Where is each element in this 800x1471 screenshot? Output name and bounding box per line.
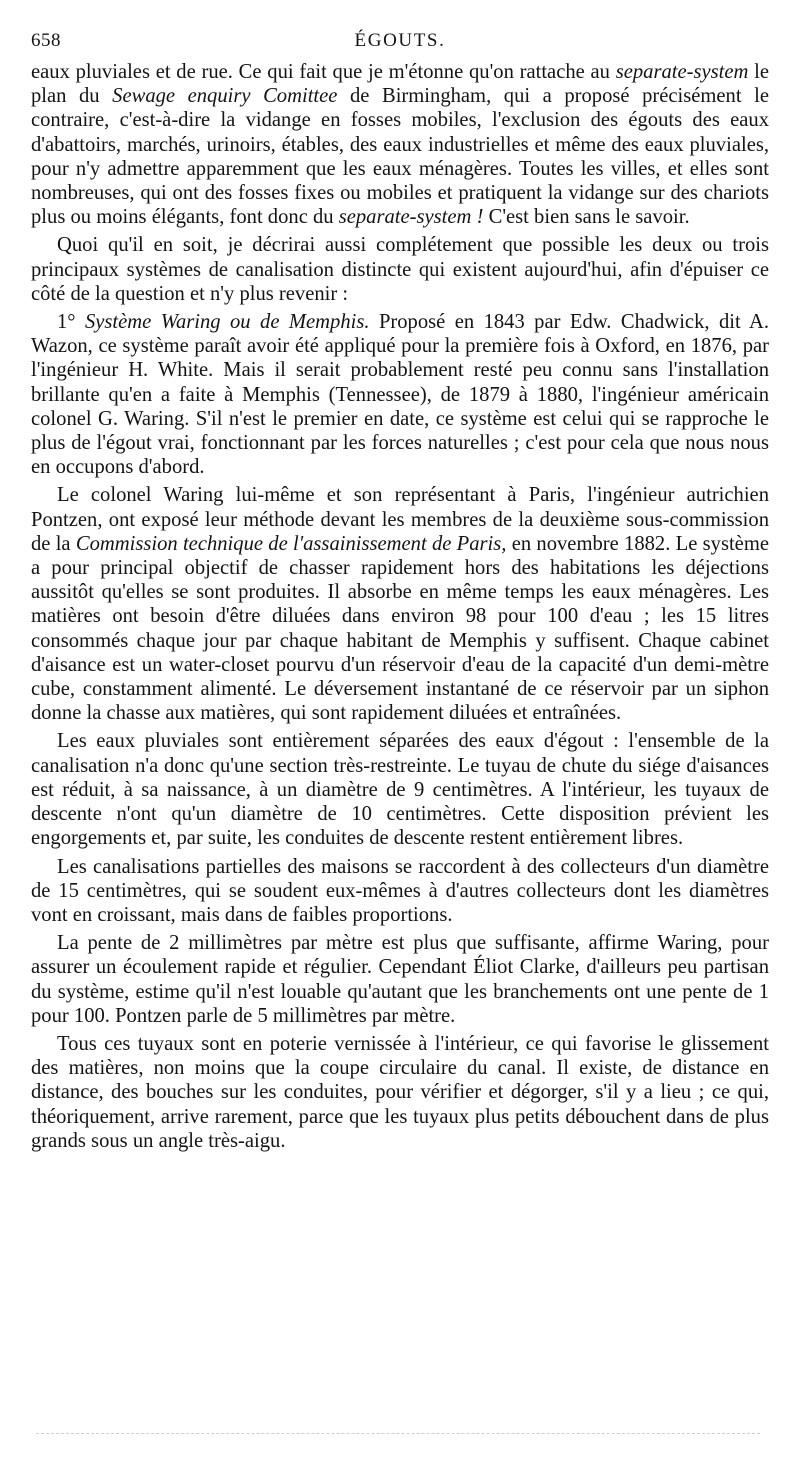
body-text	[31, 60, 769, 1153]
text-run: C'est bien sans le savoir.	[483, 206, 690, 229]
italic-term: Commission technique de l'assainissement de Paris,	[75, 532, 507, 555]
bottom-divider	[36, 1433, 760, 1434]
text-run: Les canalisations partielles des maisons se raccordent à des collecteurs d'un diamètre de 15 centimètres, qui se soudent eux-mêmes à d'autres collecteurs dont les diamètres vont en croissant, mais dans de faibles proportions.	[31, 855, 769, 926]
text-run: le plan du	[31, 61, 769, 108]
paragraph	[31, 233, 769, 306]
running-title: ÉGOUTS.	[354, 30, 446, 51]
text-run: Quoi qu'il en soit, je décrirai aussi complétement que possible les deux ou trois principaux systèmes de canalisation distincte qui existent aujourd'hui, afin d'épuiser ce côté de la question et n'y plus revenir :	[31, 234, 769, 305]
page-header	[31, 22, 769, 60]
paragraph	[31, 310, 769, 479]
text-run: de Birmingham, qui a proposé précisément le contraire, c'est-à-dire la vidange en fosses mobiles, l'exclusion des égouts des eaux d'abattoirs, marchés, urinoirs, étables, des eaux industrielles et même des eaux pluviales, pour n'y admettre apparemment que les eaux ménagères. Toutes les villes, et elles sont nombreuses, qui ont des fosses fixes ou mobiles et pratiquent la vidange sur des chariots plus ou moins élégants, font donc du	[31, 85, 769, 229]
text-run: en novembre 1882. Le système a pour principal objectif de chasser rapidement hors des habitations les déjections aussitôt qu'elles se sont produites. Il absorbe en même temps les eaux ménagères. Les matières ont besoin d'être diluées dans environ 98 pour 100 d'eau ; les 15 litres consommés chaque jour par chaque habitant de Memphis y suffisent. Chaque cabinet d'aisance est un water-closet pourvu d'un réservoir d'eau de la capacité d'un demi-mètre cube, constamment alimenté. Le déversement instantané de ce réservoir par un siphon donne la chasse aux matières, qui sont rapidement diluées et entraînées.	[31, 532, 769, 725]
page-number: 658	[31, 30, 61, 51]
text-run: Tous ces tuyaux sont en poterie vernissée à l'intérieur, ce qui favorise le glissement des matières, non moins que la coupe circulaire du canal. Il existe, de distance en distance, des bouches sur les conduites, pour vérifier et dégorger, s'il y a lieu ; ce qui, théoriquement, arrive rarement, parce que les tuyaux plus petits débouchent dans de plus grands sous un angle très-aigu.	[31, 1032, 769, 1152]
text-run: Proposé en 1843 par Edw. Chadwick, dit A. Wazon, ce système paraît avoir été appliqué pour la première fois à Oxford, en 1876, par l'ingénieur H. White. Mais il serait probablement resté peu connu sans l'installation brillante qu'en a faite à Memphis (Tennessee), de 1879 à 1880, l'ingénieur américain colonel G. Waring. S'il n'est le premier en date, ce système est celui qui se rapproche le plus de l'égout vrai, fonctionnant par les forces naturelles ; c'est pour cela que nous nous en occupons d'abord.	[31, 311, 769, 479]
paragraph	[31, 931, 769, 1028]
text-run: eaux pluviales et de rue. Ce qui fait que je m'étonne qu'on rattache au	[31, 61, 616, 83]
paragraph	[31, 60, 769, 229]
paragraph	[31, 1032, 769, 1153]
section-heading: Système Waring ou de Memphis.	[84, 311, 370, 334]
text-run: La pente de 2 millimètres par mètre est plus que suffisante, affirme Waring, pour assurer un écoulement rapide et régulier. Cependant Éliot Clarke, d'ailleurs peu partisan du système, estime qu'il n'est louable qu'autant que les branchements ont une pente de 1 pour 100. Pontzen parle de 5 millimètres par mètre.	[31, 932, 769, 1027]
book-page	[31, 22, 769, 1157]
text-run: Les eaux pluviales sont entièrement séparées des eaux d'égout : l'ensemble de la canalisation n'a donc qu'une section très-restreinte. Le tuyau de chute du siége d'aisances est réduit, à sa naissance, à un diamètre de 9 centimètres. A l'intérieur, les tuyaux de descente n'ont qu'un diamètre de 10 centimètres. Cette disposition prévient les engorgements et, par suite, les conduites de descente restent entièrement libres.	[31, 730, 769, 850]
italic-term: separate-system !	[338, 206, 484, 229]
italic-term: separate-system	[615, 61, 749, 83]
italic-term: Sewage enquiry Comittee	[112, 85, 338, 108]
paragraph	[31, 483, 769, 725]
text-run: 1°	[57, 311, 85, 334]
paragraph	[31, 729, 769, 850]
text-run: Le colonel Waring lui-même et son représentant à Paris, l'ingénieur autrichien Pontzen, ont exposé leur méthode devant les membres de la deuxième sous-commission de la	[31, 484, 769, 555]
paragraph	[31, 855, 769, 928]
